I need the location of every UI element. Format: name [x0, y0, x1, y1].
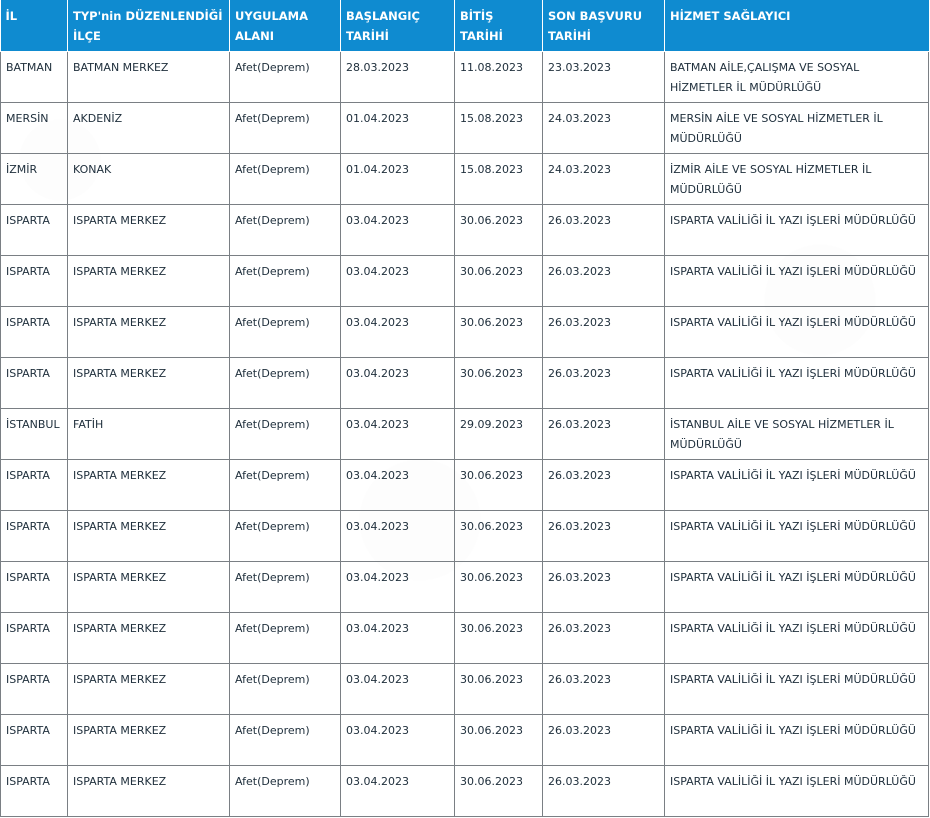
header-son-basvuru-tarihi: SON BAŞVURU TARİHİ [543, 0, 665, 51]
table-body [1, 51, 929, 816]
cell-uygulama-alani: Afet(Deprem) [230, 765, 341, 816]
cell-uygulama-alani: Afet(Deprem) [230, 255, 341, 306]
cell-uygulama-alani: Afet(Deprem) [230, 510, 341, 561]
cell-ilce: ISPARTA MERKEZ [68, 561, 230, 612]
cell-baslangic-tarihi: 03.04.2023 [341, 255, 455, 306]
cell-uygulama-alani: Afet(Deprem) [230, 459, 341, 510]
cell-hizmet-saglayici: ISPARTA VALİLİĞİ İL YAZI İŞLERİ MÜDÜRLÜĞÜ [665, 510, 929, 561]
header-row [1, 0, 929, 51]
cell-hizmet-saglayici: ISPARTA VALİLİĞİ İL YAZI İŞLERİ MÜDÜRLÜĞÜ [665, 459, 929, 510]
cell-son-basvuru-tarihi: 26.03.2023 [543, 255, 665, 306]
cell-uygulama-alani: Afet(Deprem) [230, 204, 341, 255]
table-row [1, 561, 929, 612]
table-row [1, 204, 929, 255]
table-row [1, 663, 929, 714]
cell-baslangic-tarihi: 03.04.2023 [341, 204, 455, 255]
table-row [1, 765, 929, 816]
cell-hizmet-saglayici: ISPARTA VALİLİĞİ İL YAZI İŞLERİ MÜDÜRLÜĞÜ [665, 204, 929, 255]
table-row [1, 408, 929, 459]
cell-son-basvuru-tarihi: 26.03.2023 [543, 408, 665, 459]
cell-il: ISPARTA [1, 765, 68, 816]
cell-ilce: ISPARTA MERKEZ [68, 612, 230, 663]
cell-baslangic-tarihi: 01.04.2023 [341, 102, 455, 153]
cell-bitis-tarihi: 30.06.2023 [455, 459, 543, 510]
cell-son-basvuru-tarihi: 23.03.2023 [543, 51, 665, 102]
cell-uygulama-alani: Afet(Deprem) [230, 408, 341, 459]
cell-hizmet-saglayici: ISPARTA VALİLİĞİ İL YAZI İŞLERİ MÜDÜRLÜĞÜ [665, 663, 929, 714]
cell-il: BATMAN [1, 51, 68, 102]
cell-baslangic-tarihi: 03.04.2023 [341, 306, 455, 357]
cell-uygulama-alani: Afet(Deprem) [230, 51, 341, 102]
cell-hizmet-saglayici: ISPARTA VALİLİĞİ İL YAZI İŞLERİ MÜDÜRLÜĞÜ [665, 612, 929, 663]
cell-il: ISPARTA [1, 714, 68, 765]
table-row [1, 306, 929, 357]
cell-baslangic-tarihi: 03.04.2023 [341, 408, 455, 459]
cell-bitis-tarihi: 30.06.2023 [455, 204, 543, 255]
cell-son-basvuru-tarihi: 26.03.2023 [543, 510, 665, 561]
cell-bitis-tarihi: 30.06.2023 [455, 510, 543, 561]
cell-baslangic-tarihi: 03.04.2023 [341, 357, 455, 408]
cell-il: ISPARTA [1, 306, 68, 357]
cell-son-basvuru-tarihi: 26.03.2023 [543, 204, 665, 255]
cell-uygulama-alani: Afet(Deprem) [230, 357, 341, 408]
cell-il: ISPARTA [1, 612, 68, 663]
cell-bitis-tarihi: 30.06.2023 [455, 765, 543, 816]
cell-son-basvuru-tarihi: 26.03.2023 [543, 357, 665, 408]
cell-ilce: KONAK [68, 153, 230, 204]
cell-ilce: AKDENİZ [68, 102, 230, 153]
cell-bitis-tarihi: 15.08.2023 [455, 153, 543, 204]
cell-son-basvuru-tarihi: 24.03.2023 [543, 102, 665, 153]
cell-bitis-tarihi: 30.06.2023 [455, 255, 543, 306]
table-row [1, 714, 929, 765]
cell-bitis-tarihi: 30.06.2023 [455, 612, 543, 663]
cell-bitis-tarihi: 30.06.2023 [455, 306, 543, 357]
cell-son-basvuru-tarihi: 26.03.2023 [543, 459, 665, 510]
cell-hizmet-saglayici: MERSİN AİLE VE SOSYAL HİZMETLER İL MÜDÜRLÜĞÜ [665, 102, 929, 153]
cell-bitis-tarihi: 30.06.2023 [455, 714, 543, 765]
cell-bitis-tarihi: 15.08.2023 [455, 102, 543, 153]
cell-hizmet-saglayici: BATMAN AİLE,ÇALIŞMA VE SOSYAL HİZMETLER İL MÜDÜRLÜĞÜ [665, 51, 929, 102]
cell-hizmet-saglayici: ISPARTA VALİLİĞİ İL YAZI İŞLERİ MÜDÜRLÜĞÜ [665, 357, 929, 408]
cell-hizmet-saglayici: ISPARTA VALİLİĞİ İL YAZI İŞLERİ MÜDÜRLÜĞÜ [665, 714, 929, 765]
cell-il: ISPARTA [1, 255, 68, 306]
cell-ilce: ISPARTA MERKEZ [68, 765, 230, 816]
cell-son-basvuru-tarihi: 26.03.2023 [543, 561, 665, 612]
cell-uygulama-alani: Afet(Deprem) [230, 663, 341, 714]
cell-bitis-tarihi: 30.06.2023 [455, 561, 543, 612]
table-row [1, 51, 929, 102]
header-uygulama-alani: UYGULAMA ALANI [230, 0, 341, 51]
cell-baslangic-tarihi: 03.04.2023 [341, 765, 455, 816]
cell-ilce: ISPARTA MERKEZ [68, 357, 230, 408]
cell-bitis-tarihi: 11.08.2023 [455, 51, 543, 102]
cell-uygulama-alani: Afet(Deprem) [230, 612, 341, 663]
cell-uygulama-alani: Afet(Deprem) [230, 306, 341, 357]
cell-uygulama-alani: Afet(Deprem) [230, 561, 341, 612]
cell-uygulama-alani: Afet(Deprem) [230, 102, 341, 153]
cell-uygulama-alani: Afet(Deprem) [230, 153, 341, 204]
table-row [1, 255, 929, 306]
cell-hizmet-saglayici: İZMİR AİLE VE SOSYAL HİZMETLER İL MÜDÜRLÜĞÜ [665, 153, 929, 204]
cell-ilce: ISPARTA MERKEZ [68, 663, 230, 714]
cell-hizmet-saglayici: ISPARTA VALİLİĞİ İL YAZI İŞLERİ MÜDÜRLÜĞÜ [665, 765, 929, 816]
table-row [1, 510, 929, 561]
table-header [1, 0, 929, 51]
cell-son-basvuru-tarihi: 26.03.2023 [543, 765, 665, 816]
cell-ilce: ISPARTA MERKEZ [68, 510, 230, 561]
cell-son-basvuru-tarihi: 24.03.2023 [543, 153, 665, 204]
cell-hizmet-saglayici: İSTANBUL AİLE VE SOSYAL HİZMETLER İL MÜDÜRLÜĞÜ [665, 408, 929, 459]
table-row [1, 357, 929, 408]
cell-bitis-tarihi: 29.09.2023 [455, 408, 543, 459]
header-bitis-tarihi: BİTİŞ TARİHİ [455, 0, 543, 51]
header-ilce: TYP'nin DÜZENLENDİĞİ İLÇE [68, 0, 230, 51]
header-il: İL [1, 0, 68, 51]
cell-baslangic-tarihi: 03.04.2023 [341, 510, 455, 561]
table-row [1, 459, 929, 510]
header-baslangic-tarihi: BAŞLANGIÇ TARİHİ [341, 0, 455, 51]
cell-ilce: ISPARTA MERKEZ [68, 204, 230, 255]
cell-baslangic-tarihi: 03.04.2023 [341, 714, 455, 765]
table-row [1, 612, 929, 663]
cell-baslangic-tarihi: 03.04.2023 [341, 663, 455, 714]
table-row [1, 153, 929, 204]
cell-ilce: ISPARTA MERKEZ [68, 459, 230, 510]
cell-son-basvuru-tarihi: 26.03.2023 [543, 714, 665, 765]
cell-baslangic-tarihi: 28.03.2023 [341, 51, 455, 102]
cell-bitis-tarihi: 30.06.2023 [455, 357, 543, 408]
cell-il: ISPARTA [1, 663, 68, 714]
cell-ilce: BATMAN MERKEZ [68, 51, 230, 102]
cell-son-basvuru-tarihi: 26.03.2023 [543, 612, 665, 663]
cell-son-basvuru-tarihi: 26.03.2023 [543, 306, 665, 357]
cell-bitis-tarihi: 30.06.2023 [455, 663, 543, 714]
cell-son-basvuru-tarihi: 26.03.2023 [543, 663, 665, 714]
cell-il: ISPARTA [1, 510, 68, 561]
cell-il: ISPARTA [1, 204, 68, 255]
table-row [1, 102, 929, 153]
cell-il: İSTANBUL [1, 408, 68, 459]
cell-hizmet-saglayici: ISPARTA VALİLİĞİ İL YAZI İŞLERİ MÜDÜRLÜĞÜ [665, 306, 929, 357]
cell-il: ISPARTA [1, 561, 68, 612]
cell-il: ISPARTA [1, 459, 68, 510]
cell-uygulama-alani: Afet(Deprem) [230, 714, 341, 765]
cell-baslangic-tarihi: 03.04.2023 [341, 459, 455, 510]
cell-baslangic-tarihi: 03.04.2023 [341, 612, 455, 663]
header-hizmet-saglayici: HİZMET SAĞLAYICI [665, 0, 929, 51]
cell-hizmet-saglayici: ISPARTA VALİLİĞİ İL YAZI İŞLERİ MÜDÜRLÜĞÜ [665, 255, 929, 306]
cell-ilce: ISPARTA MERKEZ [68, 255, 230, 306]
cell-il: ISPARTA [1, 357, 68, 408]
cell-ilce: ISPARTA MERKEZ [68, 306, 230, 357]
cell-baslangic-tarihi: 03.04.2023 [341, 561, 455, 612]
cell-ilce: FATİH [68, 408, 230, 459]
cell-il: MERSİN [1, 102, 68, 153]
cell-il: İZMİR [1, 153, 68, 204]
cell-ilce: ISPARTA MERKEZ [68, 714, 230, 765]
cell-baslangic-tarihi: 01.04.2023 [341, 153, 455, 204]
cell-hizmet-saglayici: ISPARTA VALİLİĞİ İL YAZI İŞLERİ MÜDÜRLÜĞÜ [665, 561, 929, 612]
